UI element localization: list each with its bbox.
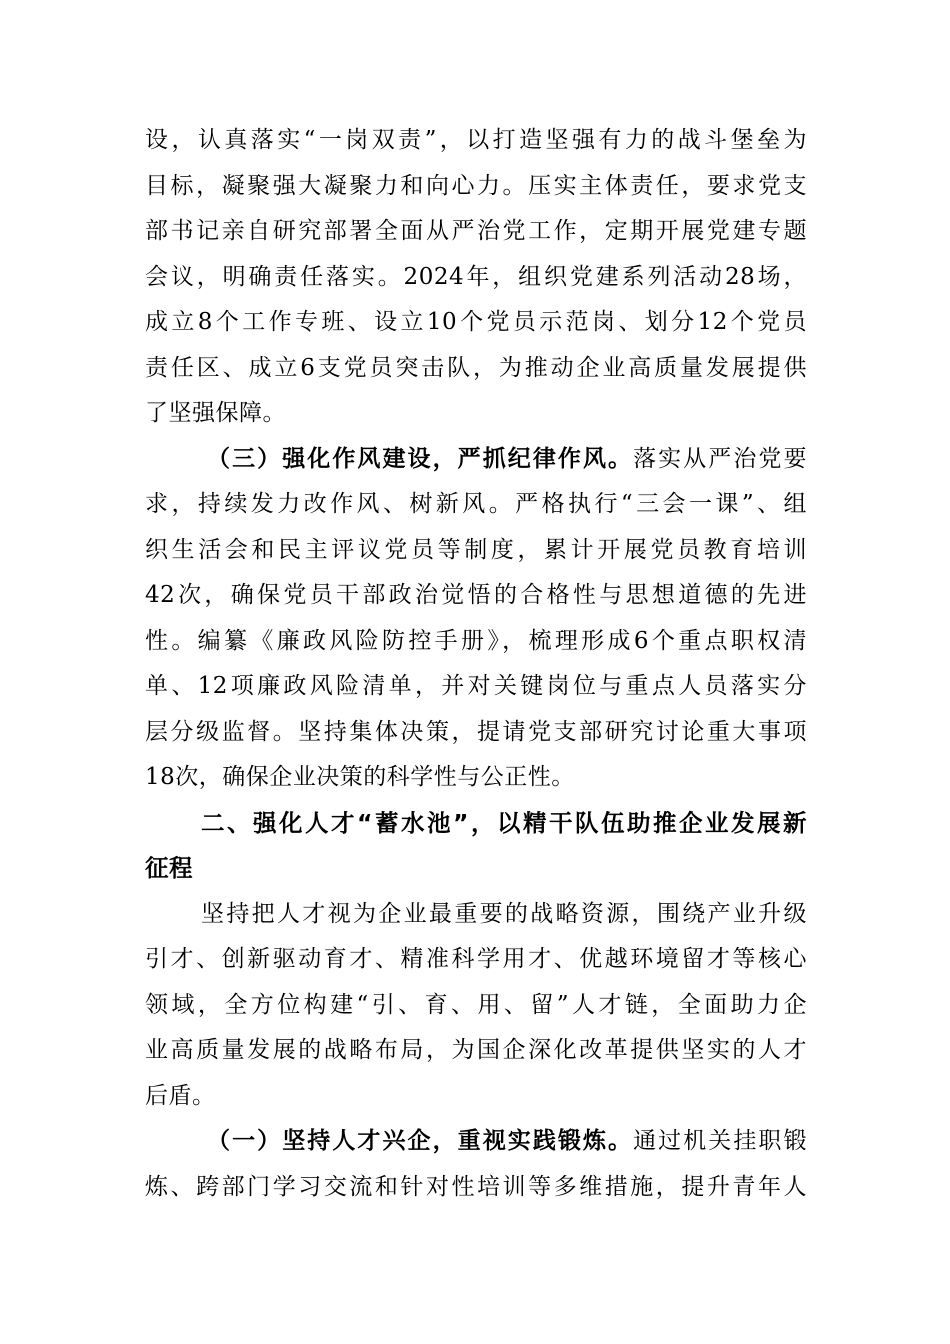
paragraph [145, 118, 807, 437]
text-line: 18次，确保企业决策的科学性与公正性。 [145, 764, 575, 790]
text-line: 设，认真落实“一岗双责”，以打造坚强有力的战斗堡垒为 [145, 127, 807, 153]
text-line: 单、12项廉政风险清单，并对关键岗位与重点人员落实分 [145, 673, 807, 699]
text-line: 42次，确保党员干部政治觉悟的合格性与思想道德的先进 [145, 582, 807, 608]
text-line: 后盾。 [145, 1082, 216, 1109]
subheading-lead: （一）坚持人才兴企，重视实践锻炼。 [207, 1128, 634, 1154]
paragraph [145, 437, 807, 801]
text-line: 了坚强保障。 [145, 400, 286, 426]
heading-line: 二、强化人才“蓄水池”，以精干队伍助推企业发展新 [201, 808, 807, 837]
text-line: 引才、创新驱动育才、精准科学用才、优越环境留才等核心 [145, 946, 807, 972]
paragraph [145, 892, 807, 1120]
text-line: 成立8个工作专班、设立10个党员示范岗、划分12个党员 [145, 309, 807, 335]
text-run: 落实从严治党要 [633, 445, 808, 472]
text-line: 层分级监督。坚持集体决策，提请党支部研究讨论重大事项 [145, 718, 807, 745]
text-line: 织生活会和民主评议党员等制度，累计开展党员教育培训 [145, 536, 807, 563]
text-line [145, 437, 807, 483]
text-line [145, 1119, 807, 1165]
text-line: 领域，全方位构建“引、育、用、留”人才链，全面助力企 [145, 991, 807, 1018]
document-page [145, 118, 807, 1210]
heading-line: 征程 [145, 854, 193, 882]
text-line: 业高质量发展的战略布局，为国企深化改革提供坚实的人才 [145, 1037, 807, 1063]
text-run: 通过机关挂职锻 [633, 1128, 808, 1154]
subheading-lead: （三）强化作风建设，严抓纪律作风。 [207, 445, 634, 472]
text-line: 目标，凝聚强大凝聚力和向心力。压实主体责任，要求党支 [145, 172, 807, 199]
text-line: 炼、跨部门学习交流和针对性培训等多维措施，提升青年人 [145, 1173, 807, 1200]
text-line: 求，持续发力改作风、树新风。严格执行“三会一课”、组 [145, 491, 807, 517]
section-heading [145, 801, 807, 892]
text-line: 坚持把人才视为企业最重要的战略资源，围绕产业升级 [201, 900, 807, 927]
text-line: 部书记亲自研究部署全面从严治党工作，定期开展党建专题 [145, 218, 807, 244]
text-line: 会议，明确责任落实。2024年，组织党建系列活动28场， [145, 263, 807, 290]
paragraph [145, 1119, 807, 1210]
text-line: 责任区、成立6支党员突击队，为推动企业高质量发展提供 [145, 354, 807, 381]
text-line: 性。编纂《廉政风险防控手册》，梳理形成6个重点职权清 [145, 627, 807, 654]
